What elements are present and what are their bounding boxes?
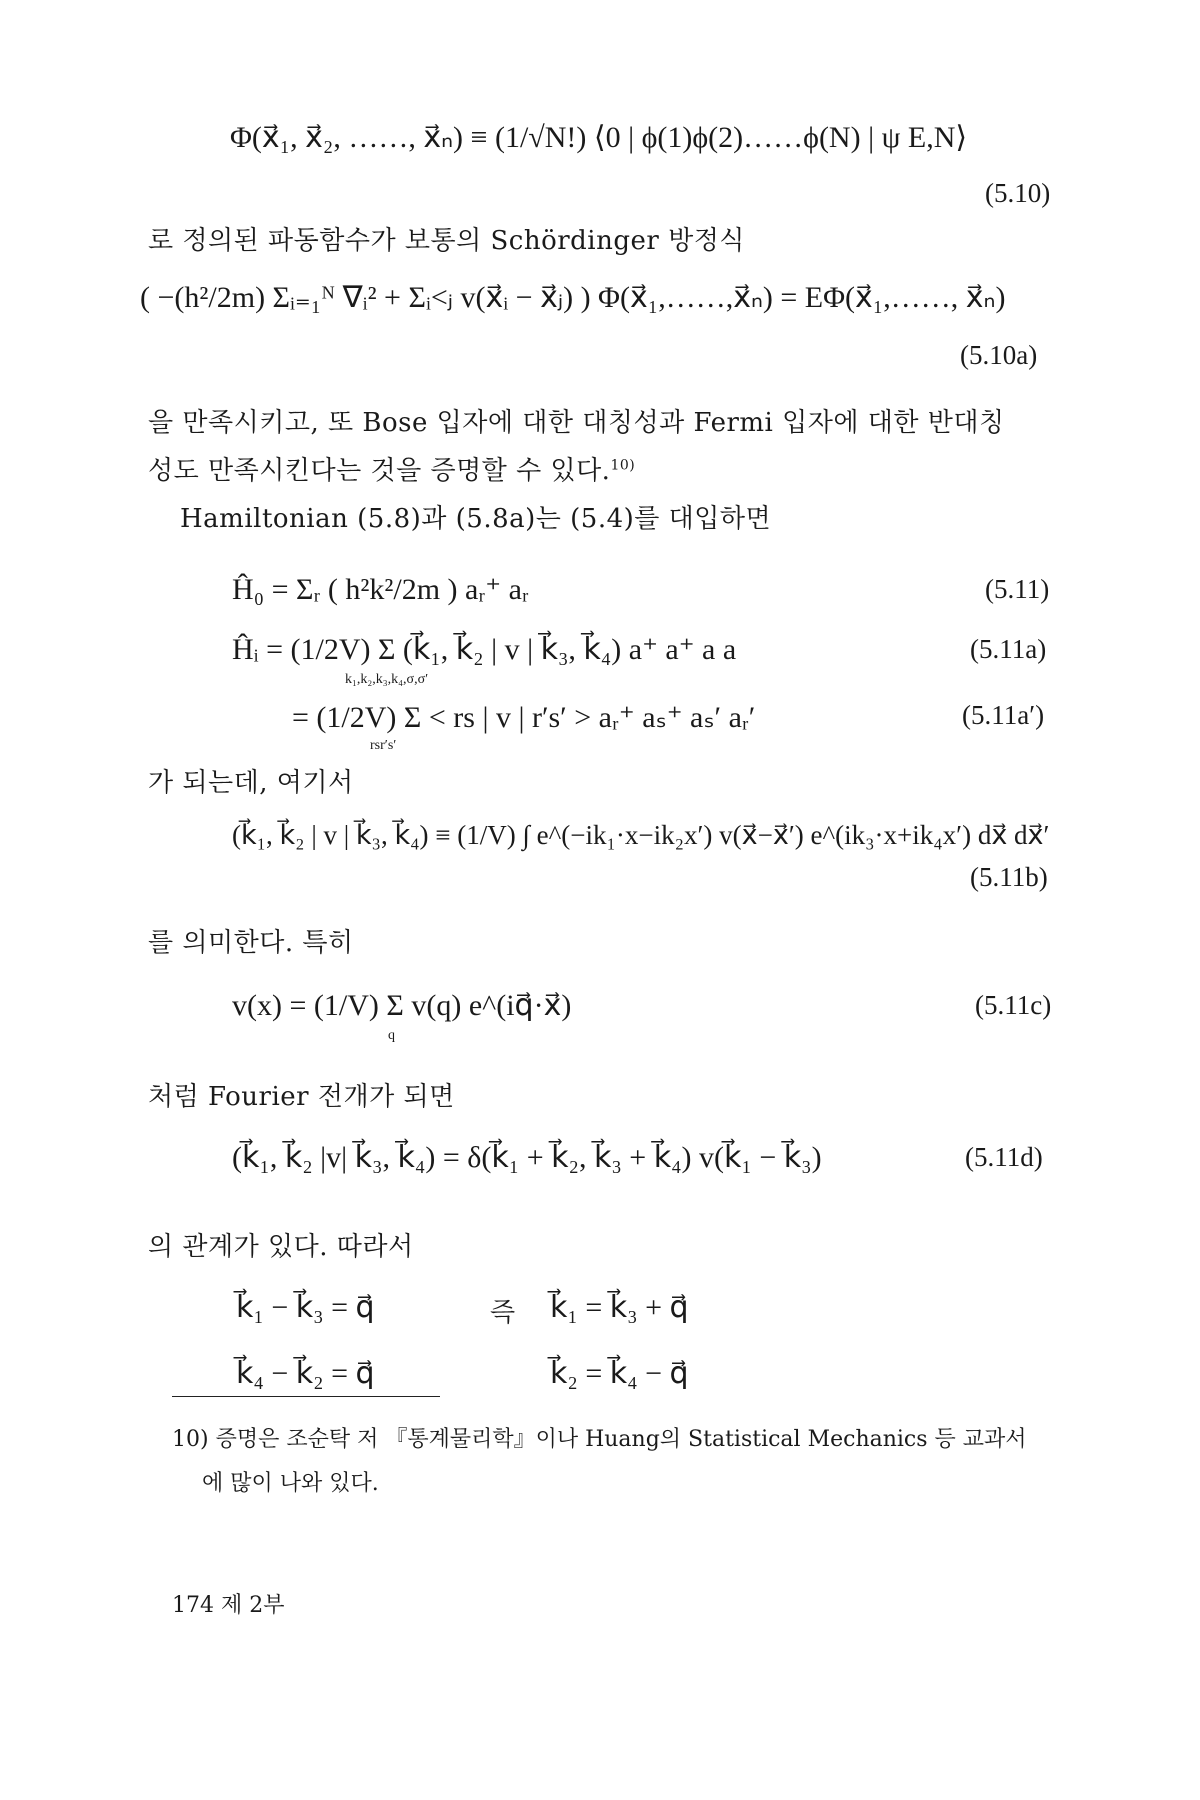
equation-number-5-10: (5.10) (985, 178, 1051, 208)
relation-2: k⃗₄ − k⃗₂ = q⃗ (236, 1357, 375, 1390)
equation-5-11a-subscript: k₁,k₂,k₃,k₄,σ,σ′ (345, 672, 429, 687)
equation-5-11a-prime: = (1/2V) Σ < rs | v | r′s′ > aᵣ⁺ aₛ⁺ aₛ′ aᵣ′ (292, 701, 756, 734)
footnote-rule (172, 1396, 440, 1397)
text-line-2: 을 만족시키고, 또 Bose 입자에 대한 대칭성과 Fermi 입자에 대한 반대칭 (148, 408, 1005, 438)
equation-5-11d: (k⃗₁, k⃗₂ |v| k⃗₃, k⃗₄) = δ(k⃗₁ + k⃗₂, k⃗₃ + k⃗₄) v(k⃗₁ − k⃗₃) (232, 1141, 822, 1174)
relation-4: k⃗₂ = k⃗₄ − q⃗ (550, 1357, 689, 1390)
equation-number-5-11a: (5.11a) (970, 634, 1047, 664)
equation-5-11b: (k⃗₁, k⃗₂ | v | k⃗₃, k⃗₄) ≡ (1/V) ∫ e^(−ik₁·x−ik₂x′) v(x⃗−x⃗′) e^(ik₃·x+ik₄x′) dx⃗ dx⃗′ (232, 820, 1050, 850)
equation-number-5-11b: (5.11b) (970, 862, 1048, 892)
equation-5-10: Φ(x⃗₁, x⃗₂, ……, x⃗ₙ) ≡ (1/√N!) ⟨0 | ϕ(1)ϕ(2)……ϕ(N) | ψ E,N⟩ (230, 121, 968, 154)
text-line-6: 를 의미한다. 특히 (148, 928, 354, 958)
text-line-3 (148, 450, 635, 487)
relation-3: k⃗₁ = k⃗₃ + q⃗ (550, 1291, 689, 1324)
text-line-4: Hamiltonian (5.8)과 (5.8a)는 (5.4)를 대입하면 (180, 504, 772, 534)
text-line-5: 가 되는데, 여기서 (148, 768, 354, 798)
relation-1: k⃗₁ − k⃗₃ = q⃗ (236, 1291, 375, 1324)
equation-5-11a: Ĥᵢ = (1/2V) Σ (k⃗₁, k⃗₂ | v | k⃗₃, k⃗₄) a⁺ a⁺ a a (232, 633, 737, 666)
text-line-1: 로 정의된 파동함수가 보통의 Schördinger 방정식 (148, 226, 745, 256)
page-folio: 174 제 2부 (172, 1593, 285, 1618)
footnote-marker: 10) (610, 457, 636, 474)
equation-number-5-11: (5.11) (985, 574, 1050, 604)
equation-5-11c-subscript: q (388, 1028, 395, 1043)
equation-number-5-11a-prime: (5.11a′) (962, 700, 1045, 730)
equation-number-5-11c: (5.11c) (975, 990, 1052, 1020)
equation-5-11a-prime-subscript: rsr′s′ (370, 738, 397, 753)
footnote-line-1: 10) 증명은 조순탁 저 『통계물리학』이나 Huang의 Statistical Mechanics 등 교과서 (172, 1427, 1027, 1452)
equation-number-5-10a: (5.10a) (960, 340, 1038, 370)
footnote-line-2: 에 많이 나와 있다. (202, 1471, 379, 1496)
equation-number-5-11d: (5.11d) (965, 1142, 1043, 1172)
text-line-3-body: 성도 만족시킨다는 것을 증명할 수 있다. (148, 456, 611, 486)
text-line-7: 처럼 Fourier 전개가 되면 (148, 1082, 455, 1112)
relation-word: 즉 (490, 1298, 516, 1328)
equation-5-11c: v(x) = (1/V) Σ v(q) e^(iq⃗·x⃗) (232, 989, 572, 1022)
equation-5-10a: ( −(h²/2m) Σᵢ₌₁ᴺ ∇ᵢ² + Σᵢ<ⱼ v(x⃗ᵢ − x⃗ⱼ) ) Φ(x⃗₁,……,x⃗ₙ) = EΦ(x⃗₁,……, x⃗ₙ) (140, 281, 1006, 314)
text-line-8: 의 관계가 있다. 따라서 (148, 1232, 414, 1262)
equation-5-11: Ĥ₀ = Σᵣ ( h²k²/2m ) aᵣ⁺ aᵣ (232, 573, 529, 606)
